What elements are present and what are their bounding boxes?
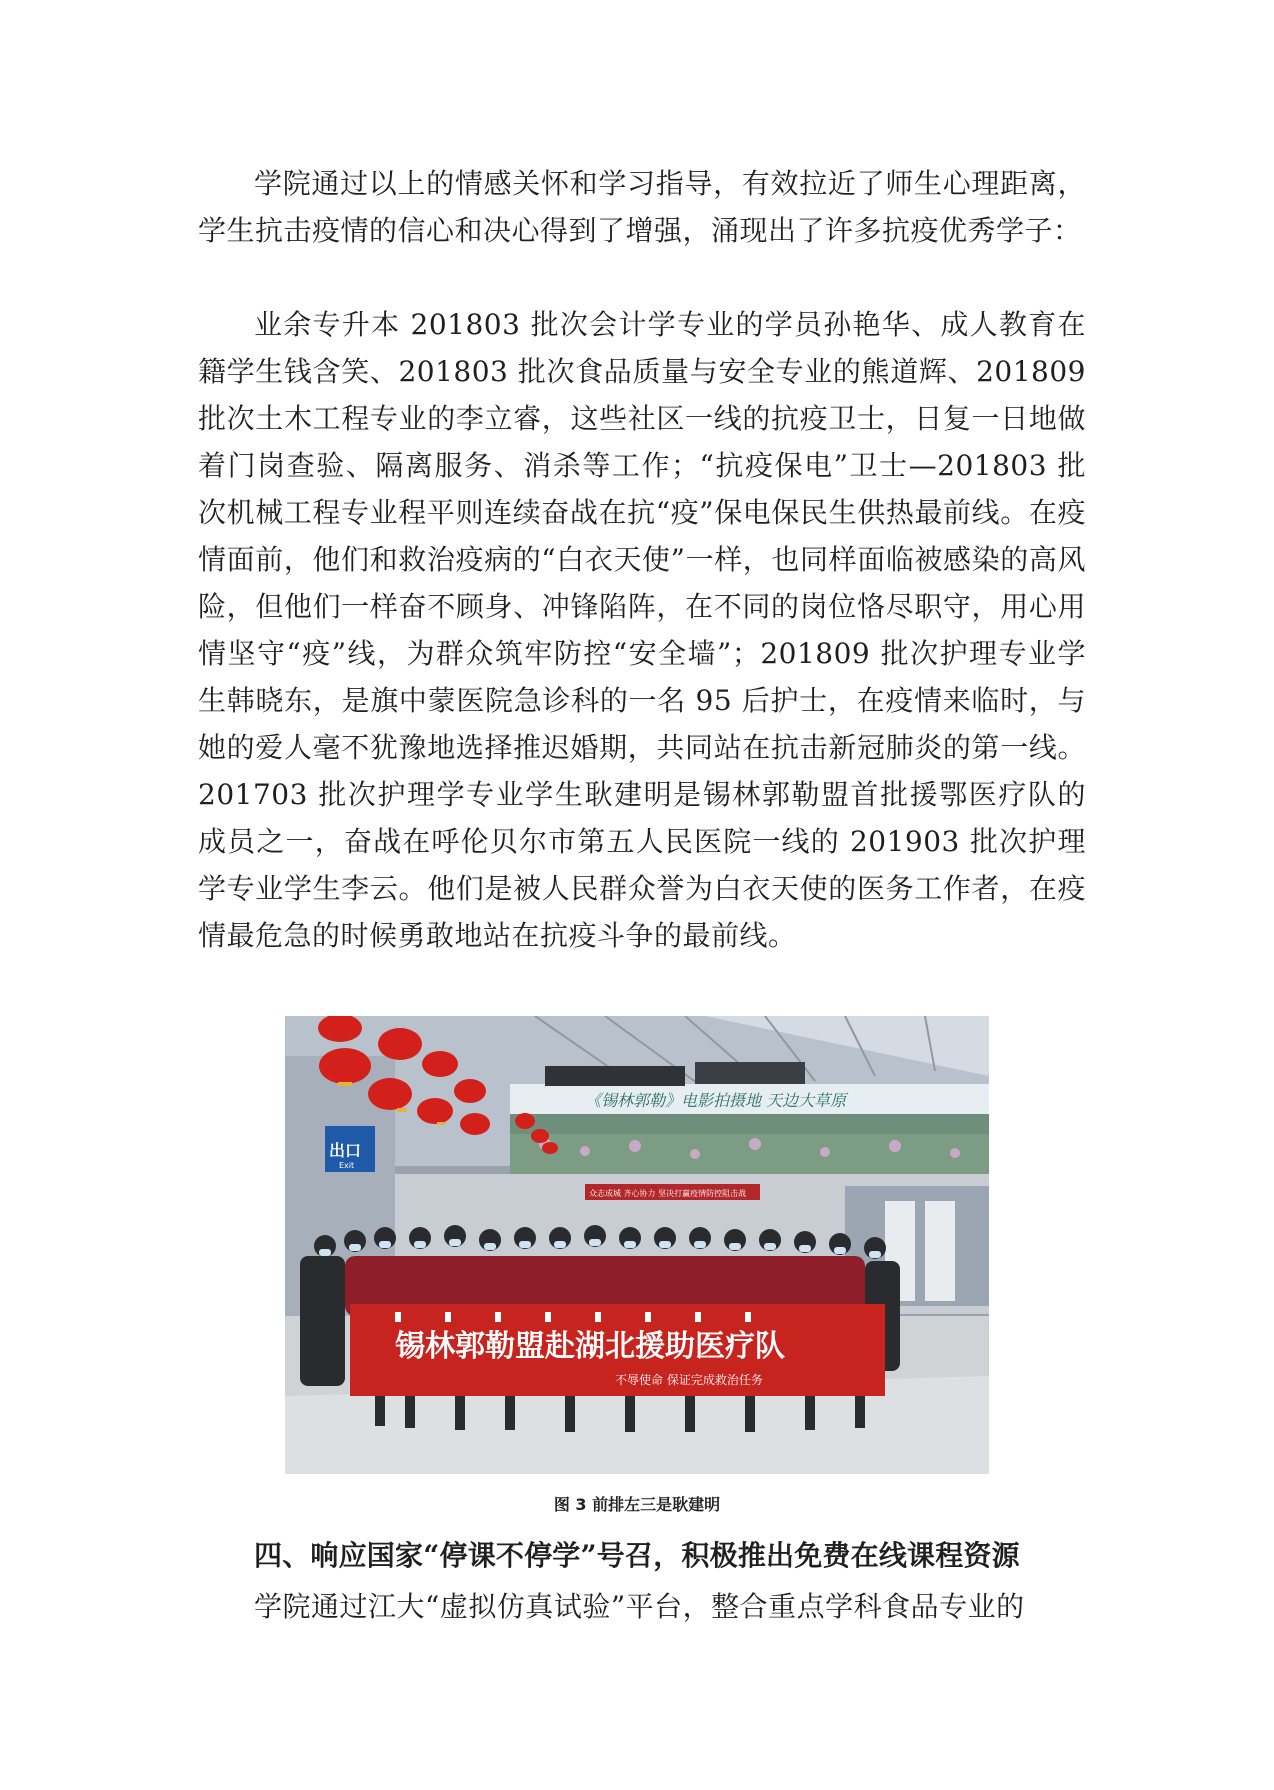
paragraph-1: 学院通过以上的情感关怀和学习指导，有效拉近了师生心理距离，学生抗击疫情的信心和决心得到了增强，涌现出了许多抗疫优秀学子：: [198, 167, 1086, 247]
main-banner-text: 锡林郭勒盟赴湖北援助医疗队: [395, 1329, 785, 1364]
wall-banner: 众志成城 齐心协力 坚决打赢疫情防控阻击战: [589, 1189, 747, 1198]
team-photo: [285, 1016, 989, 1474]
billboard-text: 《锡林郭勒》电影拍摄地 天边大草原: [585, 1091, 847, 1110]
paragraph-intro: [198, 160, 1086, 254]
section-heading: 四、响应国家“停课不停学”号召，积极推出免费在线课程资源: [254, 1539, 1020, 1572]
paragraph-2: 业余专升本 201803 批次会计学专业的学员孙艳华、成人教育在籍学生钱含笑、201803 批次食品质量与安全专业的熊道辉、201809 批次土木工程专业的李立睿，这些社区一线的抗疫卫士，日复一日地做着门岗查验、隔离服务、消杀等工作；“抗疫保电”卫士—201803 批次机械工程专业程平则连续奋战在抗“疫”保电保民生供热最前线。在疫情面前，他们和救治疫病的“白衣天使”一样，也同样面临被感染的高风险，但他们一样奋不顾身、冲锋陷阵，在不同的岗位恪尽职守，用心用情坚守“疫”线，为群众筑牢防控“安全墙”；201809 批次护理专业学生韩晓东，是旗中蒙医院急诊科的一名 95 后护士，在疫情来临时，与她的爱人毫不犹豫地选择推迟婚期，共同站在抗击新冠肺炎的第一线。201703 批次护理学专业学生耿建明是锡林郭勒盟首批援鄂医疗队的成员之一，奋战在呼伦贝尔市第五人民医院一线的 201903 批次护理学专业学生李云。他们是被人民群众誉为白衣天使的医务工作者，在疫情最危急的时候勇敢地站在抗疫斗争的最前线。: [198, 308, 1086, 952]
banner-slogan: 不辱使命 保证完成救治任务: [615, 1373, 763, 1387]
exit-sign-sub: Exit: [339, 1161, 355, 1170]
exit-sign-label: 出口: [329, 1141, 362, 1160]
figure-caption: 图 3 前排左三是耿建明: [553, 1495, 721, 1514]
paragraph-3: 学院通过江大“虚拟仿真试验”平台，整合重点学科食品专业的: [254, 1590, 1025, 1623]
paragraph-body: [198, 301, 1086, 959]
